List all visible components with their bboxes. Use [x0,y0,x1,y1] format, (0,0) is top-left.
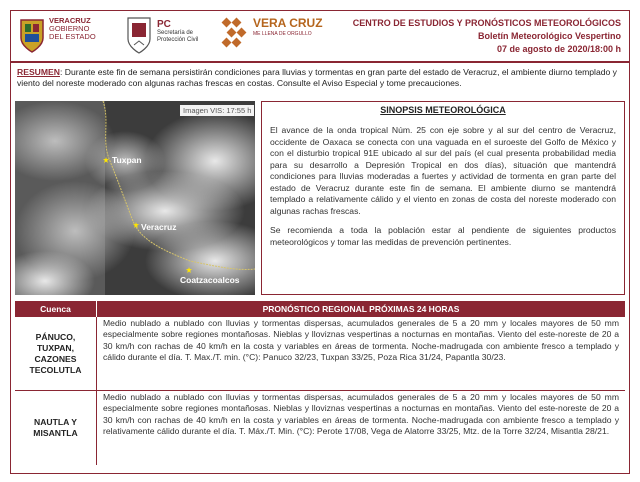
sinopsis-box [261,101,625,295]
cuenca-name: PÁNUCO, TUXPAN, CAZONES TECOLUTLA [15,317,97,390]
gov-logo-text [49,17,96,41]
table-row [15,391,625,465]
column-header-pronostico: PRONÓSTICO REGIONAL PRÓXIMAS 24 HORAS [262,304,460,314]
resumen [17,67,623,89]
forecast-text: Medio nublado a nublado con lluvias y tormentas dispersas, acumulados generales de 5 a 20 mm y locales mayores de 50 mm especialmente sobre regiones montañosas. Nieblas y lloviznas vespertinas a nocturnas en montañas. Viento del este-noreste de 20 a 30 km/h con rachas de 40 km/h en la costa y variables en áreas de tormenta. Noche-madrugada con ambiente fresco a templado y cálido durante el día. T. Max./T. min. (°C): Panuco 32/23, Tuxpan 33/25, Poza Rica 31/24, Papantla 30/23. [103,318,619,362]
header [11,11,629,63]
star-icon [133,222,139,228]
pc-logo-text [157,19,198,44]
gov-logo-line: VERACRUZ [49,16,91,25]
column-header-cuenca: Cuenca [15,301,97,317]
cuenca-name: NAUTLA Y MISANTLA [15,391,97,465]
veracruz-logo-text [253,17,323,37]
star-icon [103,157,109,163]
city-label-coatzacoalcos: Coatzacoalcos [180,275,240,285]
veracruz-brand-icon [219,15,251,55]
table-row [15,317,625,391]
forecast-text: Medio nublado a nublado con lluvias y tormentas dispersas, acumulados generales de 5 a 20 mm y locales mayores de 50 mm especialmente sobre regiones montañosas. Nieblas y lloviznas vespertinas a nocturnas en montañas. Viento del este-noreste de 20 a 30 km/h con rachas de 40 km/h en la costa y variables en áreas de tormenta. Noche-madrugada con ambiente fresco a templado y relativamente cálido durante el día. T. Máx./T. Min. (°C): Perote 17/08, Vega de Alatorre 33/25, Mtz. de la Torre 32/24, Misantla 28/21. [103,392,619,436]
civil-protection-shield-icon [125,15,153,55]
gov-logo-line: GOBIERNO [49,24,90,33]
pc-logo-title: PC [157,19,171,30]
bulletin-title: Boletín Meteorológico Vespertino [477,31,621,41]
pc-logo-line: Protección Civil [157,37,199,43]
pc-logo-line: Secretaría de [157,30,194,36]
gov-logo-line: DEL ESTADO [49,32,96,41]
satellite-label: Imagen VIS: 17:55 h [180,105,254,116]
veracruz-logo-name: VERA CRUZ [253,16,323,30]
center-title: CENTRO DE ESTUDIOS Y PRONÓSTICOS METEOROLÓGICOS [352,18,621,28]
sinopsis-recommendation: Se recomienda a toda la población estar al pendiente de siguientes productos meteorológicos y tomar las medidas de prevención pertinentes. [270,225,616,247]
veracruz-logo-tagline: ME LLENA DE ORGULLO [253,31,312,37]
header-titles [353,17,621,56]
city-label-tuxpan: Tuxpan [112,155,142,165]
coat-of-arms-icon [17,16,47,54]
bulletin-date: 07 de agosto de 2020/18:00 h [496,44,621,54]
forecast-table-header [15,301,625,317]
sinopsis-title: SINOPSIS METEOROLÓGICA [380,105,506,115]
bulletin-page [10,10,630,474]
sinopsis-paragraph: El avance de la onda tropical Núm. 25 con eje sobre y al sur del centro de Veracruz, occidente de Oaxaca se conecta con una vaguada en el suroeste del Golfo de México y con el disturbio tropical 91E ubicado al sur del país (el cual presenta probabilidad media para su desarrollo a Depresión Tropical en dos días), situación que mantendrá condiciones para lluvias moderadas a fuertes y actividad de tormenta en gran parte del estado de Veracruz durante este fin de semana. El ambiente diurno se mantendrá templado a relativamente cálido y el viento en zonas de costa del noreste moderado con algunas rachas frescas. [270,125,616,216]
city-label-veracruz: Veracruz [141,222,177,232]
resumen-text: : Durante este fin de semana persistirán condiciones para lluvias y tormentas en gran parte del estado de Veracruz, el ambiente diurno templado y viento del noreste moderado con algunas rachas frescas en costas. Consulte el Aviso Especial y tome precauciones. [17,67,617,88]
satellite-imagery [15,101,255,295]
star-icon [186,267,192,273]
resumen-label: RESUMEN [17,67,60,77]
satellite-image [15,101,255,295]
